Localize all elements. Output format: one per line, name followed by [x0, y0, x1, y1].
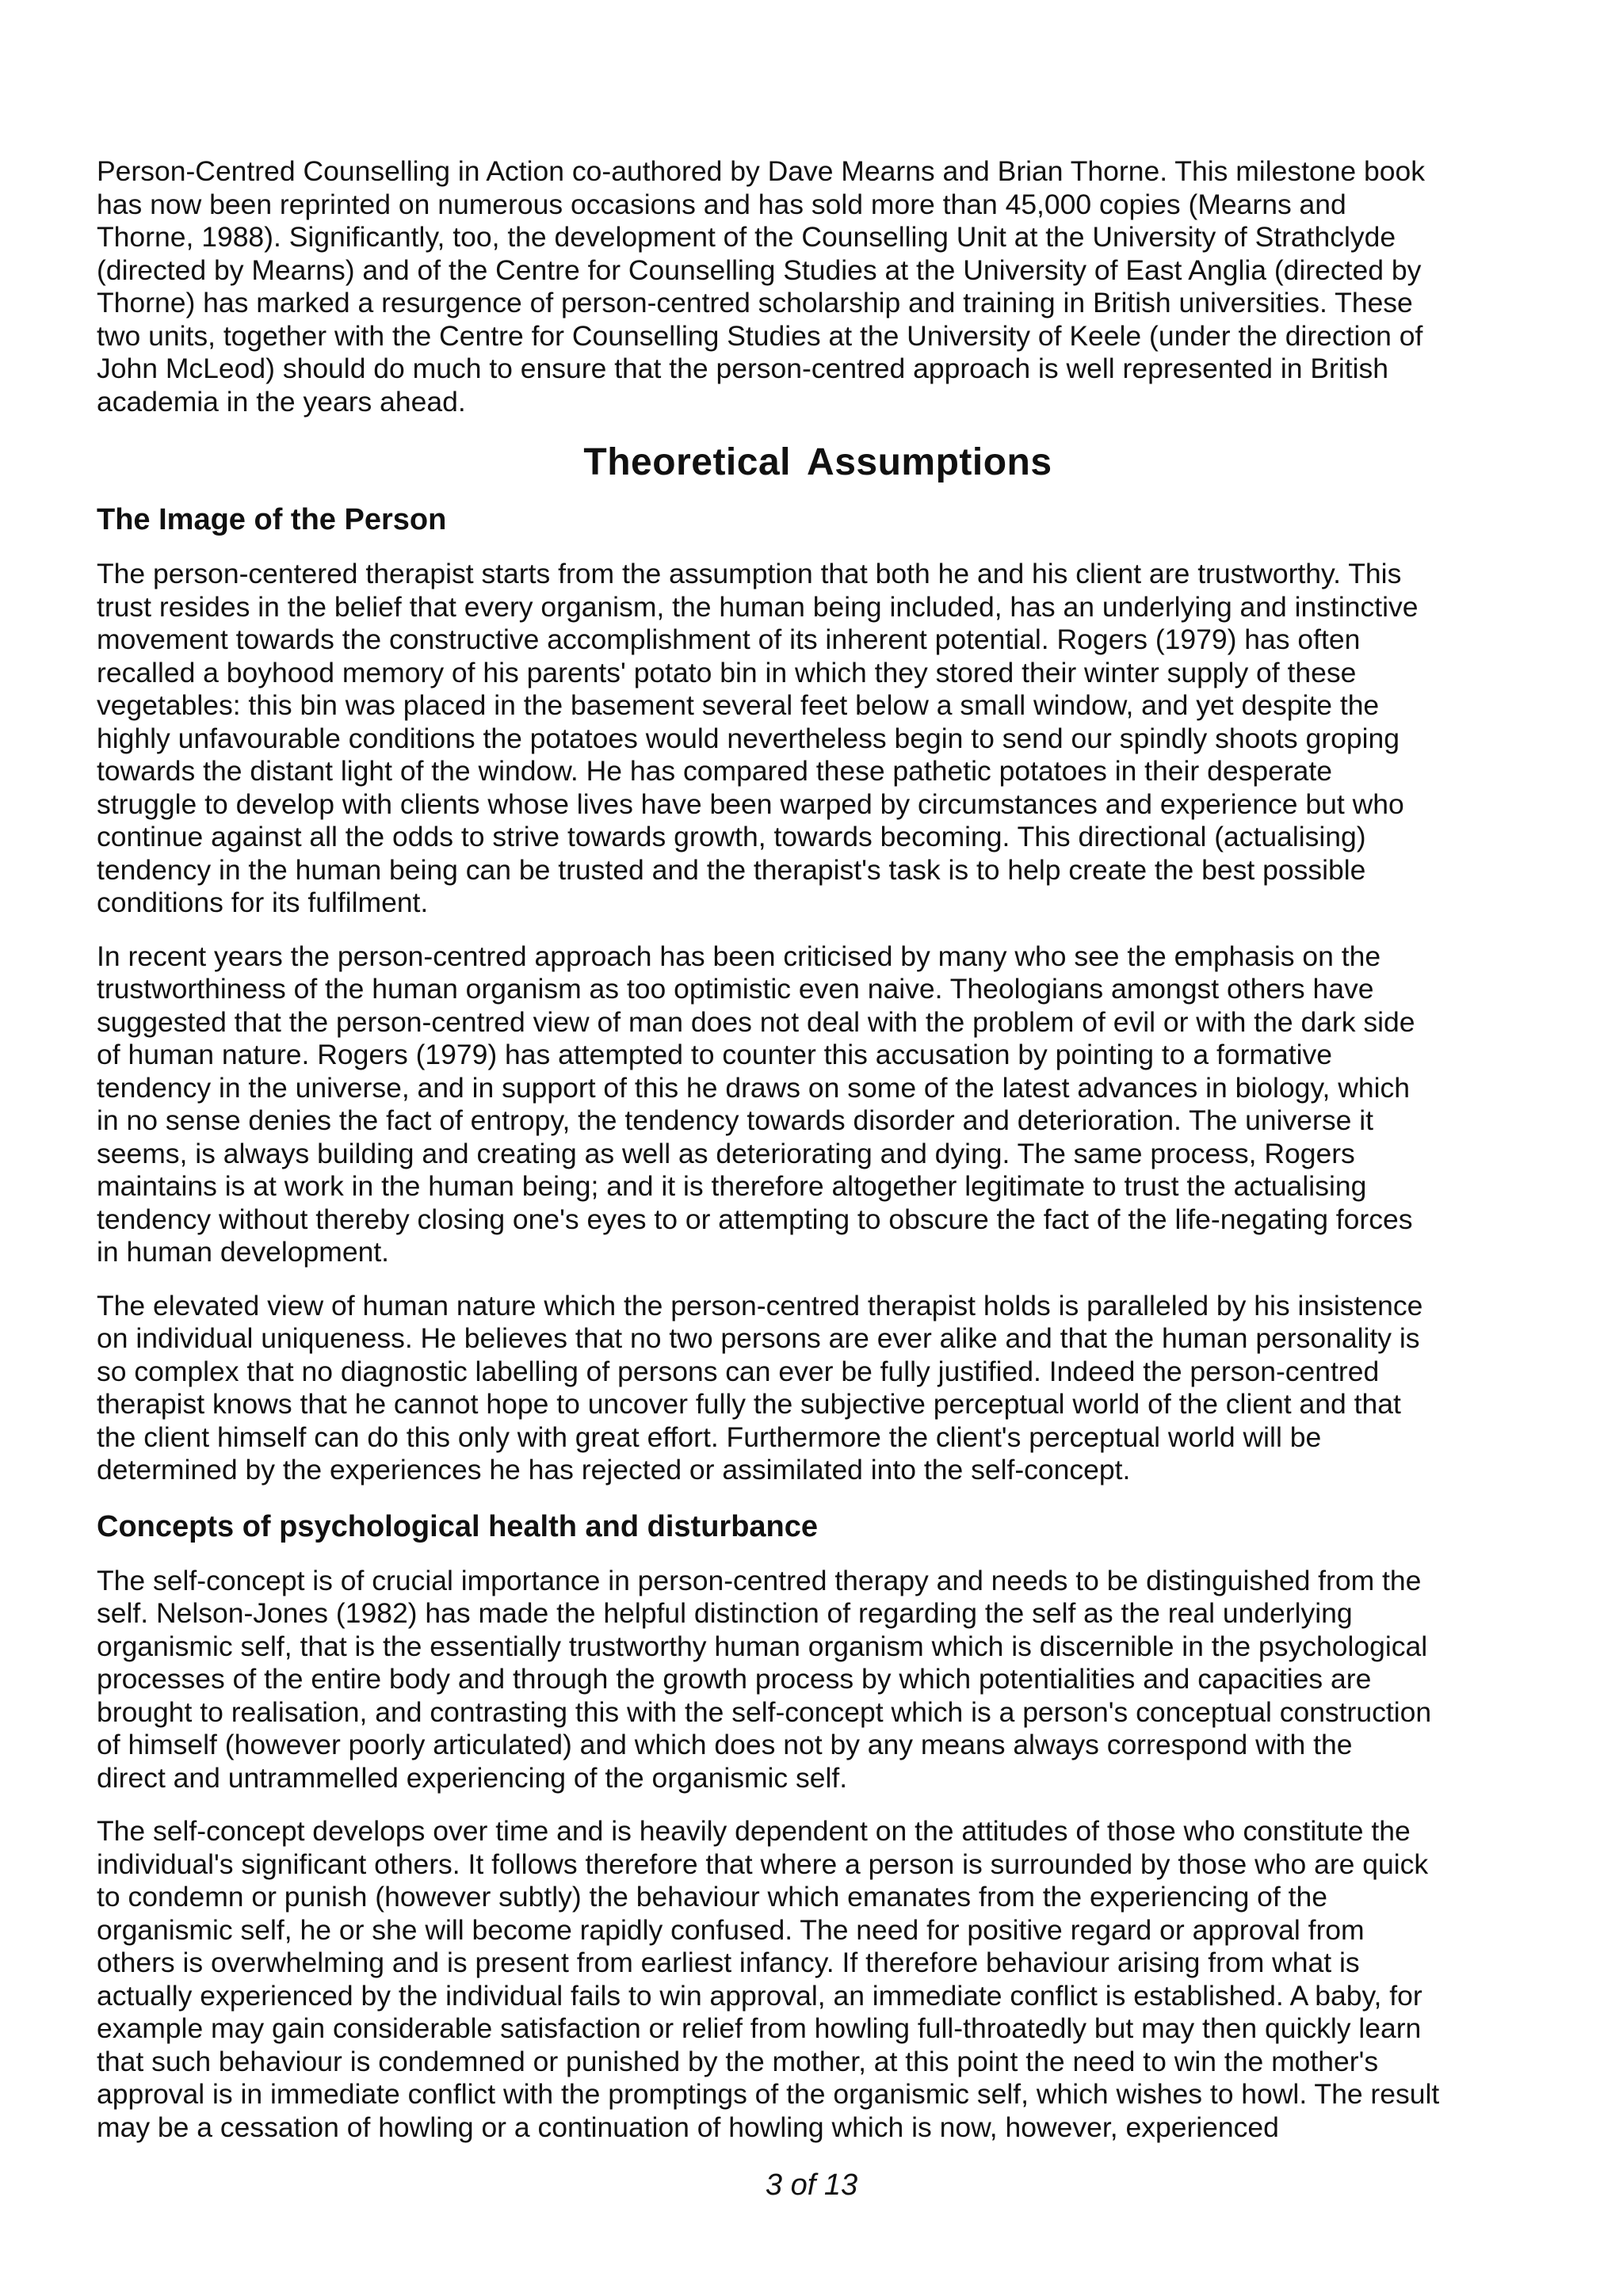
body-paragraph: The self-concept develops over time and is heavily dependent on the attitudes of those who constitute the individual's significant others. It follows therefore that where a person is surrounded by those who are quick to condemn or punish (however subtly) the behaviour which emanates from the experiencing of the organismic self, he or she will become rapidly confused. The need for positive regard or approval from others is overwhelming and is present from earliest infancy. If therefore behaviour arising from what is actually experienced by the individual fails to win approval, an immediate conflict is established. A baby, for example may gain considerable satisfaction or relief from howling full-throatedly but may then quickly learn that such behaviour is condemned or punished by the mother, at this point the need to win the mother's approval is in immediate conflict with the promptings of the organismic self, which wishes to howl. The result may be a cessation of howling or a continuation of howling which is now, however, experienced: [97, 1815, 1440, 2143]
body-paragraph: The elevated view of human nature which the person-centred therapist holds is paralleled by his insistence on individual uniqueness. He believes that no two persons are ever alike and that the human personality is so complex that no diagnostic labelling of persons can ever be fully justified. Indeed the person-centred therapist knows that he cannot hope to uncover fully the subjective perceptual world of the client and that the client himself can do this only with great effort. Furthermore the client's perceptual world will be determined by the experiences he has rejected or assimilated into the self-concept.: [97, 1289, 1423, 1486]
page-number: 3 of 13: [765, 2168, 858, 2202]
document-page: [97, 155, 1539, 2164]
subsection-heading-psychological-health: Concepts of psychological health and disturbance: [97, 1509, 819, 1543]
body-paragraph: Person-Centred Counselling in Action co-authored by Dave Mearns and Brian Thorne. This milestone book has now been reprinted on numerous occasions and has sold more than 45,000 copies (Mearns and Thorne, 1988). Significantly, too, the development of the Counselling Unit at the University of Strathclyde (directed by Mearns) and of the Centre for Counselling Studies at the University of East Anglia (directed by Thorne) has marked a resurgence of person-centred scholarship and training in British universities. These two units, together with the Centre for Counselling Studies at the University of Keele (under the direction of John McLeod) should do much to ensure that the person-centred approach is well represented in British academia in the years ahead.: [97, 155, 1426, 418]
section-title: Theoretical Assumptions: [583, 441, 1052, 483]
subsection-heading-image-of-person: The Image of the Person: [97, 503, 447, 536]
body-paragraph: The person-centered therapist starts from the assumption that both he and his client are trustworthy. This trust resides in the belief that every organism, the human being included, has an underlying and instinctive movement towards the constructive accomplishment of its inherent potential. Rogers (1979) has often recalled a boyhood memory of his parents' potato bin in which they stored their winter supply of these vegetables: this bin was placed in the basement several feet below a small window, and yet despite the highly unfavourable conditions the potatoes would nevertheless begin to send our spindly shoots groping towards the distant light of the window. He has compared these pathetic potatoes in their desperate struggle to develop with clients whose lives have been warped by circumstances and experience but who continue against all the odds to strive towards growth, towards becoming. This directional (actualising) tendency in the human being can be trusted and the therapist's task is to help create the best possible conditions for its fulfilment.: [97, 558, 1419, 918]
body-paragraph: The self-concept is of crucial importance in person-centred therapy and needs to be distinguished from the self. Nelson-Jones (1982) has made the helpful distinction of regarding the self as the real underlying organismic self, that is the essentially trustworthy human organism which is discernible in the psychological processes of the entire body and through the growth process by which potentialities and capacities are brought to realisation, and contrasting this with the self-concept which is a person's conceptual construction of himself (however poorly articulated) and which does not by any means always correspond with the direct and untrammelled experiencing of the organismic self.: [97, 1564, 1432, 1794]
body-paragraph: In recent years the person-centred approach has been criticised by many who see the emphasis on the trustworthiness of the human organism as too optimistic even naive. Theologians amongst others have suggested that the person-centred view of man does not deal with the problem of evil or with the dark side of human nature. Rogers (1979) has attempted to counter this accusation by pointing to a formative tendency in the universe, and in support of this he draws on some of the latest advances in biology, which in no sense denies the fact of entropy, the tendency towards disorder and deterioration. The universe it seems, is always building and creating as well as deteriorating and dying. The same process, Rogers maintains is at work in the human being; and it is therefore altogether legitimate to trust the actualising tendency without thereby closing one's eyes to or attempting to obscure the fact of the life-negating forces in human development.: [97, 940, 1415, 1268]
